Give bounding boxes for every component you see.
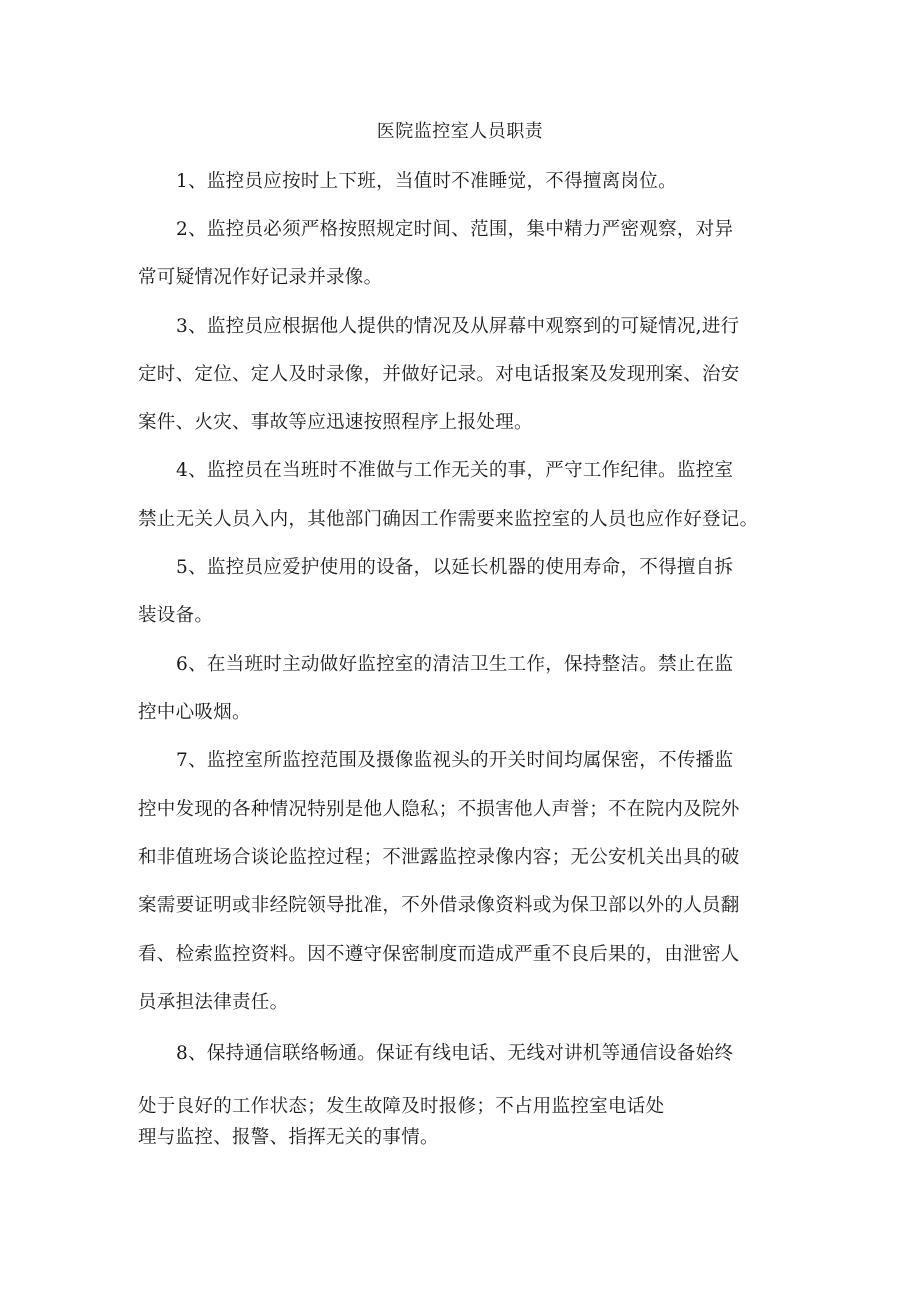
duty-7-line-3: 和非值班场合谈论监控过程；不泄露监控录像内容；无公安机关出具的破 <box>138 847 740 868</box>
duty-7-line-5: 看、检索监控资料。因不遵守保密制度而造成严重不良后果的，由泄密人 <box>138 944 740 965</box>
duty-4-line-1: 4、监控员在当班时不准做与工作无关的事，严守工作纪律。监控室 <box>176 460 734 481</box>
duty-7-line-2: 控中发现的各种情况特别是他人隐私；不损害他人声誉；不在院内及院外 <box>138 799 740 820</box>
duty-6-line-1: 6、在当班时主动做好监控室的清洁卫生工作，保持整洁。禁止在监 <box>176 654 734 675</box>
duty-7-line-6: 员承担法律责任。 <box>138 992 289 1013</box>
duty-3-line-2: 定时、定位、定人及时录像，并做好记录。对电话报案及发现刑案、治安 <box>138 364 740 385</box>
duty-2-line-1: 2、监控员必须严格按照规定时间、范围，集中精力严密观察，对异 <box>176 219 734 240</box>
duty-4-line-2: 禁止无关人员入内，其他部门确因工作需要来监控室的人员也应作好登记。 <box>138 509 759 530</box>
duty-5-line-2: 装设备。 <box>138 605 214 626</box>
duty-2-line-2: 常可疑情况作好记录并录像。 <box>138 267 383 288</box>
duty-6-line-2: 控中心吸烟。 <box>138 702 251 723</box>
duty-7-line-1: 7、监控室所监控范围及摄像监视头的开关时间均属保密，不传播监 <box>176 750 734 771</box>
duty-8-line-3: 理与监控、报警、指挥无关的事情。 <box>138 1127 439 1148</box>
duty-3-line-1: 3、监控员应根据他人提供的情况及从屏幕中观察到的可疑情况,进行 <box>176 316 740 337</box>
document-title: 医院监控室人员职责 <box>376 121 544 142</box>
duty-3-line-3: 案件、火灾、事故等应迅速按照程序上报处理。 <box>138 412 533 433</box>
duty-8-line-1: 8、保持通信联络畅通。保证有线电话、无线对讲机等通信设备始终 <box>176 1043 734 1064</box>
duty-7-line-4: 案需要证明或非经院领导批准，不外借录像资料或为保卫部以外的人员翻 <box>138 895 740 916</box>
duty-5-line-1: 5、监控员应爱护使用的设备，以延长机器的使用寿命，不得擅自拆 <box>176 557 734 578</box>
duty-8-line-2: 处于良好的工作状态；发生故障及时报修；不占用监控室电话处 <box>138 1096 665 1117</box>
duty-1-line-1: 1、监控员应按时上下班，当值时不准睡觉，不得擅离岗位。 <box>176 171 677 192</box>
